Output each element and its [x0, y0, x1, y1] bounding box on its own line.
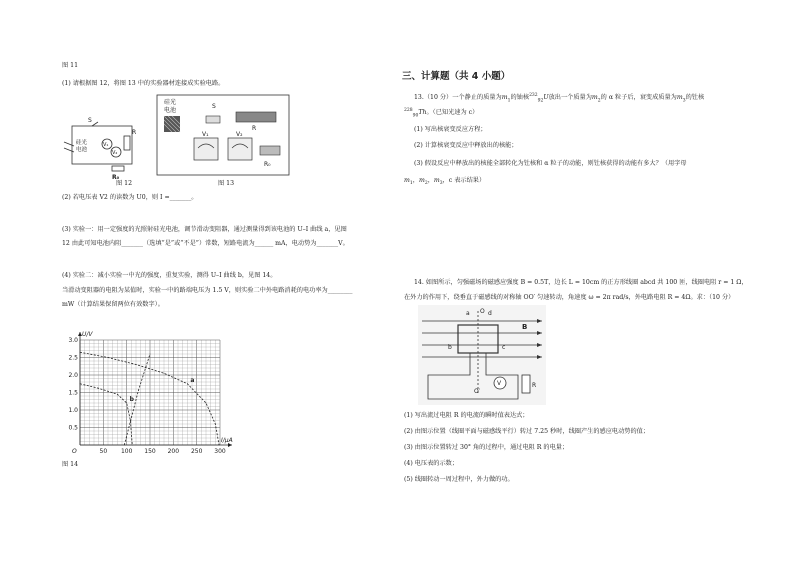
q13-text-b: 的铀核	[510, 94, 530, 102]
q13-u-charge: 92	[537, 98, 544, 104]
question-part-4-line-3: mW（计算结果保留两位有效数字）。	[62, 301, 164, 308]
x-tick-label: 100	[120, 448, 133, 455]
fig12-r-label: R	[132, 129, 137, 136]
q13-s3-m1-sub: 1	[409, 181, 413, 187]
y-tick-label: 1.0	[68, 407, 78, 414]
data-point	[124, 445, 125, 446]
q13-u-symbol: U	[543, 94, 549, 102]
data-point	[138, 390, 139, 391]
data-point	[80, 383, 81, 384]
q13-m1-sub: 1	[507, 98, 511, 104]
q13-th-charge: 90	[412, 113, 419, 119]
figure-12-circuit	[62, 112, 152, 182]
y-tick-label: 3.0	[68, 337, 78, 344]
q14-step-2: (2) 由图示位置（线圈平面与磁感线平行）转过 7.25 秒时，线圈产生的感应电动势的值；	[404, 428, 650, 435]
q13-s3-m2: m	[418, 177, 425, 184]
fig13-v2-label: V₂	[236, 131, 243, 138]
q14-coil-figure	[418, 305, 546, 405]
y-tick-label: 2.5	[68, 354, 78, 362]
q14-fig-d: d	[488, 310, 492, 317]
x-tick-label: 150	[144, 448, 156, 455]
q13-text-d: 的 α 粒子后，衰变成质量为	[600, 94, 677, 102]
q14-fig-b: b	[448, 344, 452, 351]
y-tick-label: 2.0	[68, 372, 78, 379]
q13-th-symbol: Th	[418, 109, 427, 117]
q13-line-2	[404, 107, 478, 120]
data-point	[98, 388, 99, 389]
fig13-caption: 图 13	[218, 180, 235, 187]
fig12-cell-label-1: 硅光	[76, 140, 88, 146]
figure-14-ui-chart	[58, 328, 238, 458]
q13-u-mass: 232	[529, 93, 538, 98]
fig13-s-label: S	[212, 103, 216, 110]
q14-fig-o-top: O	[480, 308, 485, 315]
fig12-caption: 图 12	[116, 180, 133, 187]
fig13-r0-label: R₀	[264, 161, 271, 168]
q14-fig-v: V	[497, 380, 502, 387]
question-part-2: (2) 若电压表 V2 的读数为 U0，则 I =_______。	[62, 194, 198, 201]
q13-s3-m1: m	[404, 177, 410, 184]
y-tick-label: 0.5	[68, 424, 78, 432]
data-point	[117, 394, 118, 395]
x-axis-label: I/μA	[221, 437, 233, 444]
fig13-v1-label: V₁	[202, 131, 209, 138]
q13-m2-sub: 2	[597, 98, 601, 104]
q13-s3-tail: ，c 表示结果）	[442, 177, 486, 184]
q14-step-1: (1) 写出流过电阻 R 的电流的瞬时值表达式；	[404, 412, 529, 419]
q13-step-3: (3) 假设反应中释放出的核能全部转化为钍核和 α 粒子的动能，则钍核获得的动能有多大？（用字母	[414, 160, 687, 167]
data-point	[219, 445, 220, 446]
data-point	[108, 357, 109, 358]
data-point	[215, 424, 216, 425]
data-point	[80, 352, 81, 353]
data-point	[150, 354, 151, 355]
y-axis-label: U/V	[82, 331, 93, 338]
q13-m3: m	[676, 94, 683, 102]
data-point	[187, 383, 188, 384]
q13-text-f: 。（已知光速为 c）	[426, 109, 479, 117]
fig12-cell-label-2: 电池	[76, 147, 88, 153]
figure-13-apparatus	[156, 94, 290, 176]
series-label-b: b	[129, 396, 134, 403]
data-point	[132, 445, 133, 446]
series-label-a: a	[190, 376, 195, 384]
fig14-caption: 图 14	[62, 461, 79, 468]
fig12-v1-label: V₁	[103, 142, 109, 148]
fig13-cell-label-1: 硅光	[164, 99, 177, 106]
data-point	[164, 373, 165, 374]
data-point	[126, 403, 127, 404]
fig12-r0-label: R₀	[112, 174, 120, 181]
fig12-s-label: S	[88, 117, 92, 124]
q14-fig-a: a	[466, 310, 470, 317]
q13-m2: m	[591, 94, 598, 102]
fig13-r-label: R	[252, 125, 257, 132]
q13-step-1: (1) 写出核衰变反应方程；	[414, 126, 487, 133]
q13-text-e: 的钍核	[685, 94, 705, 102]
fig13-cell-label-2: 电池	[164, 107, 177, 114]
q13-s3-m2-sub: 2	[424, 181, 428, 187]
y-tick-label: 1.5	[68, 389, 78, 397]
q14-fig-b-field: B	[522, 323, 528, 331]
origin-label: O	[72, 448, 77, 455]
q14-step-3: (3) 由图示位置转过 30° 角的过程中，通过电阻 R 的电量；	[404, 444, 569, 451]
q14-fig-r: R	[532, 382, 537, 389]
q13-m1: m	[501, 94, 508, 102]
question-part-1: (1) 请根据图 12，将图 13 中的实验器材连接成实验电路。	[62, 80, 225, 87]
q14-line-1: 14. 如图所示，匀强磁场的磁感应强度 B = 0.5T，边长 L = 10cm 的正方形线圈 abcd 共 100 匝，线圈电阻 r = 1 Ω，	[414, 279, 748, 286]
x-tick-label: 300	[214, 448, 226, 455]
q14-fig-o-bottom: O′	[474, 388, 481, 395]
q14-fig-c: c	[502, 344, 506, 351]
q13-step-2: (2) 计算核衰变反应中释放出的核能；	[414, 142, 518, 149]
fig11-caption: 图 11	[62, 62, 79, 69]
question-part-3-line-1: (3) 实验一：用一定强度的光照射硅光电池，调节滑动变阻器，通过测量得到该电池的 U–I 曲线 a，见图	[62, 226, 347, 233]
q13-s3-m3-sub: 3	[439, 181, 443, 187]
question-part-4-line-1: (4) 实验二：减小实验一中光的强度，重复实验，测得 U–I 曲线 b，见图 14。	[62, 272, 277, 279]
q13-s3-m3: m	[433, 177, 440, 184]
q13-th-mass: 228	[404, 108, 413, 113]
x-tick-label: 200	[167, 448, 180, 455]
q14-step-4: (4) 电压表的示数；	[404, 460, 459, 467]
fig12-v2-label: V₂	[112, 150, 118, 156]
q14-line-2: 在外力的作用下，绕垂直于磁感线的对称轴 OO′ 匀速转动，角速度 ω = 2π rad/s，外电路电阻 R = 4Ω。求：（10 分）	[404, 294, 735, 301]
q13-m3-sub: 3	[682, 98, 686, 104]
q13-text-c: 放出一个质量为	[548, 94, 592, 102]
q13-step-3-line-2: $m_1$，$m_2$，$m_3$，c 表示结果）	[404, 177, 486, 187]
section-title: 三、计算题（共 4 小题）	[402, 71, 511, 82]
question-part-4-line-2: 当滑动变阻器的电阻为某值时，实验一中的路端电压为 1.5 V，则实验二中外电路消耗的电功率为________	[62, 287, 353, 294]
data-point	[136, 364, 137, 365]
question-part-3-line-2: 12 由此可知电池内阻_______（选填“是”或“不是”）常数，短路电流为______ mA，电动势为_______V。	[62, 240, 349, 247]
data-point	[206, 403, 207, 404]
x-tick-label: 50	[99, 448, 108, 455]
series-line-b	[80, 384, 132, 445]
q13-line-1	[414, 92, 704, 105]
x-tick-label: 250	[190, 448, 203, 455]
q13-text-a: 13.（10 分）一个静止的质量为	[414, 94, 502, 102]
q14-step-5: (5) 线圈转动一周过程中，外力做的功。	[404, 476, 514, 483]
